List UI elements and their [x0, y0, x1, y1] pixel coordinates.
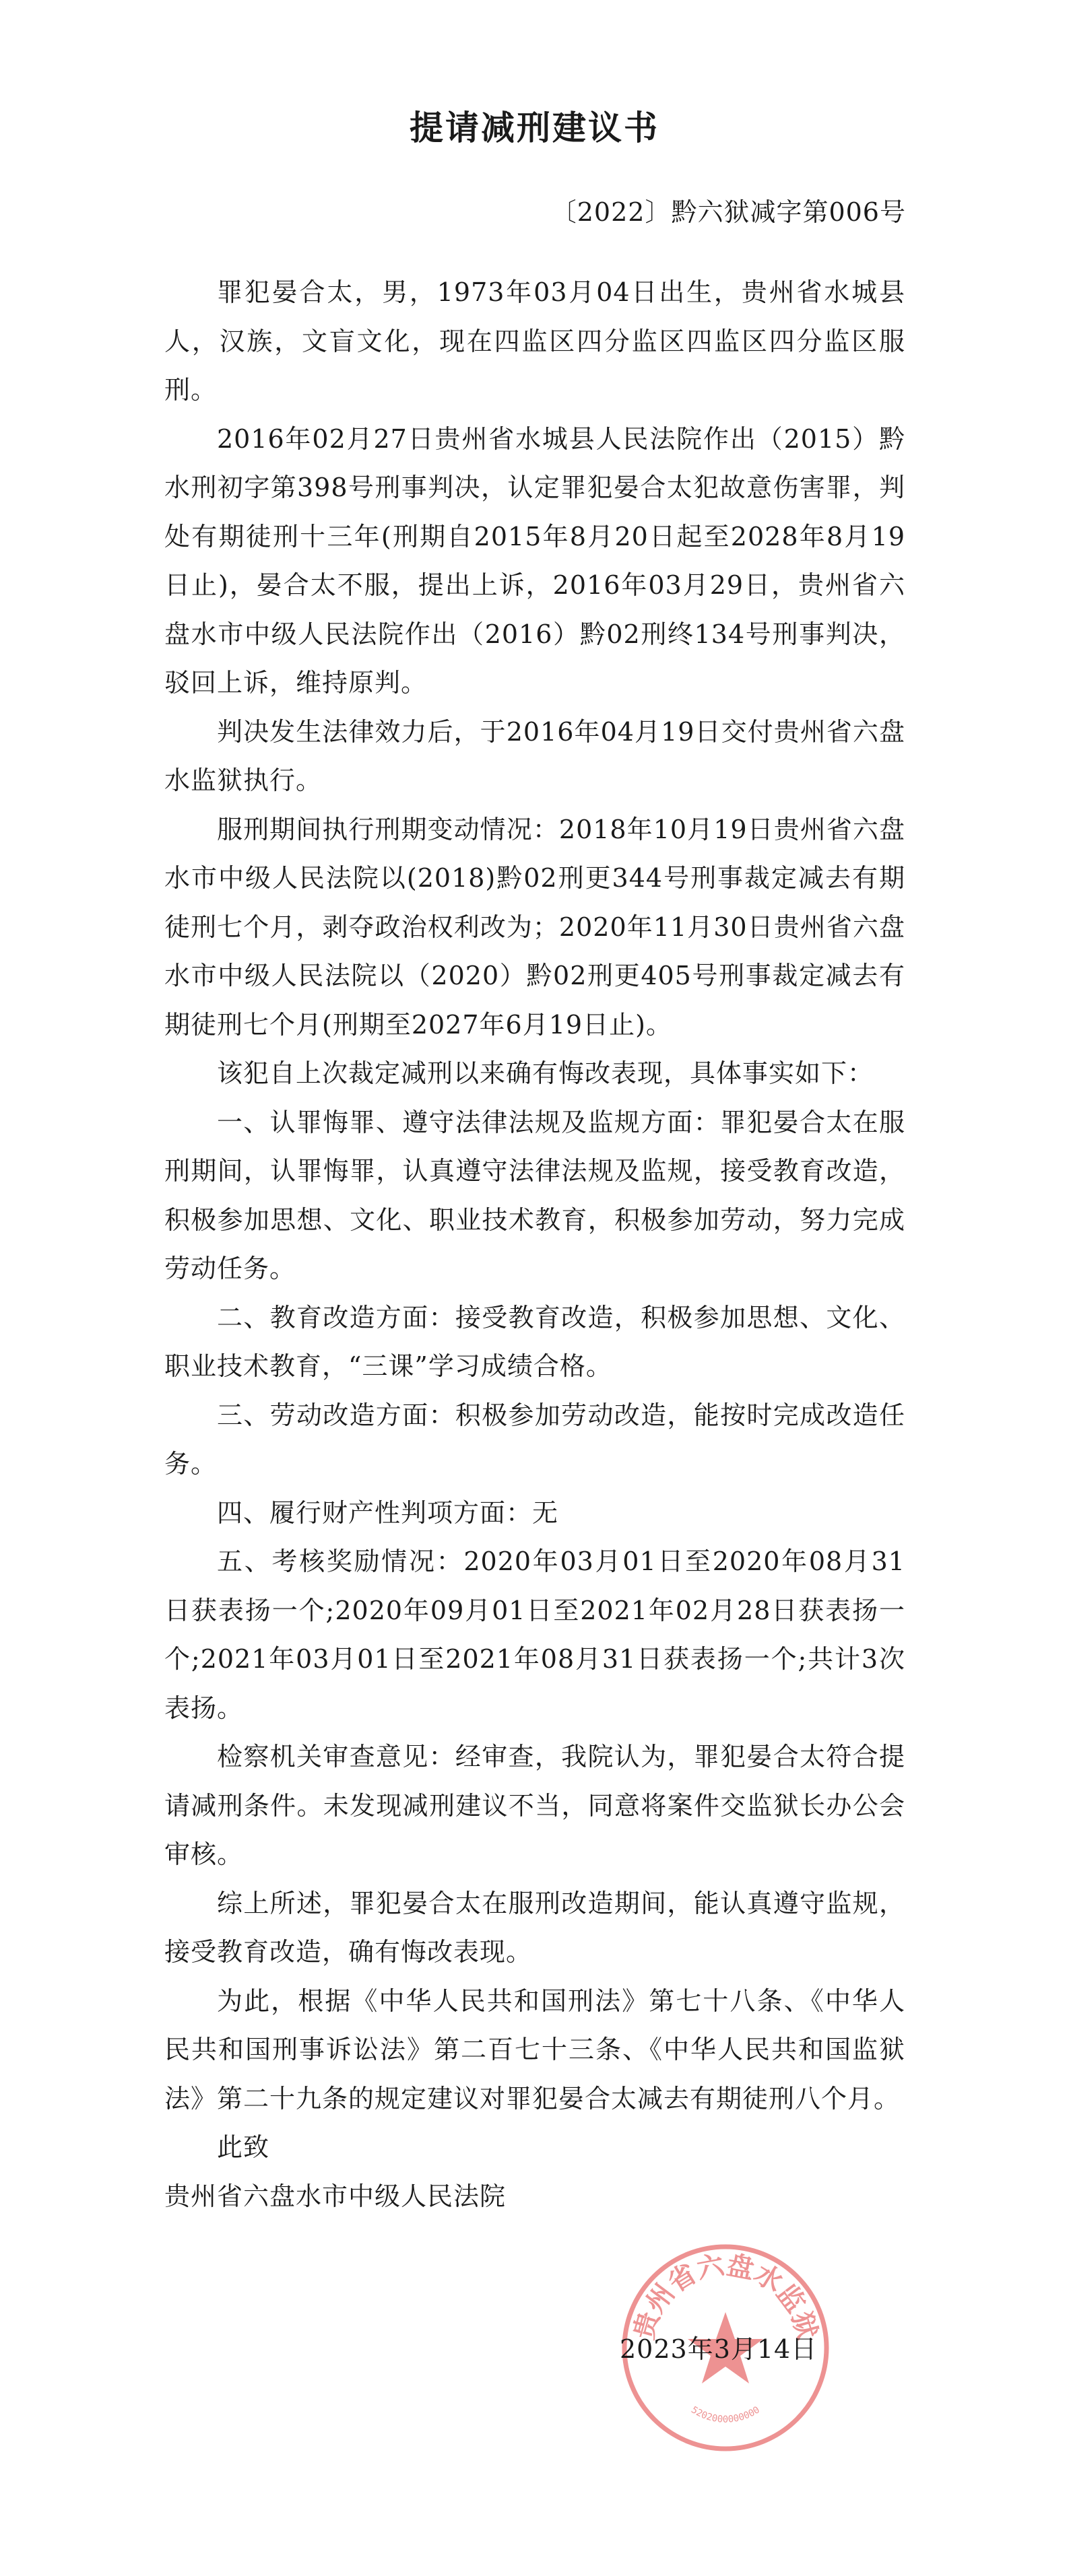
document-number: 〔2022〕黔六狱减字第006号 [550, 197, 906, 227]
seal-text: 贵州省六盘水监狱 [627, 2249, 824, 2343]
seal-number: 5202000000000 [689, 2404, 762, 2425]
body-paragraph: 二、教育改造方面：接受教育改造，积极参加思想、文化、职业技术教育，“三课”学习成绩合格。 [164, 1302, 905, 1381]
body-paragraph: 五、考核奖励情况：2020年03月01日至2020年08月31日获表扬一个;2020年09月01日至2021年02月28日获表扬一个;2021年03月01日至2021年08月31日获表扬一个;共计3次表扬。 [164, 1547, 905, 1723]
document-date: 2023年3月14日 [620, 2334, 818, 2364]
closing-salutation: 此致 [217, 2132, 270, 2162]
body-paragraph: 罪犯晏合太，男，1973年03月04日出生，贵州省水城县人，汉族，文盲文化，现在四监区四分监区四监区四分监区服刑。 [164, 277, 905, 405]
body-paragraph: 综上所述，罪犯晏合太在服刑改造期间，能认真遵守监规，接受教育改造，确有悔改表现。 [164, 1888, 905, 1967]
body-paragraph: 判决发生法律效力后，于2016年04月19日交付贵州省六盘水监狱执行。 [164, 716, 905, 795]
body-paragraph: 四、履行财产性判项方面：无 [217, 1497, 559, 1528]
body-paragraph: 为此，根据《中华人民共和国刑法》第七十八条、《中华人民共和国刑事诉讼法》第二百七十三条、《中华人民共和国监狱法》第二十九条的规定建议对罪犯晏合太减去有期徒刑八个月。 [164, 1986, 905, 2113]
body-paragraph: 服刑期间执行刑期变动情况：2018年10月19日贵州省六盘水市中级人民法院以(2018)黔02刑更344号刑事裁定减去有期徒刑七个月，剥夺政治权利改为；2020年11月30日贵州省六盘水市中级人民法院以（2020）黔02刑更405号刑事裁定减去有期徒刑七个月(刑期至2027年6月19日止)。 [164, 814, 905, 1040]
document-title: 提请减刑建议书 [410, 108, 659, 147]
body-paragraph: 2016年02月27日贵州省水城县人民法院作出（2015）黔水刑初字第398号刑事判决，认定罪犯晏合太犯故意伤害罪，判处有期徒刑十三年(刑期自2015年8月20日起至2028年8月19日止)，晏合太不服，提出上诉，2016年03月29日，贵州省六盘水市中级人民法院作出（2016）黔02刑终134号刑事判决，驳回上诉，维持原判。 [164, 423, 905, 698]
addressee: 贵州省六盘水市中级人民法院 [164, 2181, 507, 2211]
body-paragraph: 三、劳动改造方面：积极参加劳动改造，能按时完成改造任务。 [164, 1400, 905, 1479]
document-body [164, 268, 905, 2221]
body-paragraph: 检察机关审查意见：经审查，我院认为，罪犯晏合太符合提请减刑条件。未发现减刑建议不当，同意将案件交监狱长办公会审核。 [164, 1742, 905, 1869]
body-paragraph: 该犯自上次裁定减刑以来确有悔改表现，具体事实如下： [217, 1058, 874, 1088]
body-paragraph: 一、认罪悔罪、遵守法律法规及监规方面：罪犯晏合太在服刑期间，认罪悔罪，认真遵守法律法规及监规，接受教育改造，积极参加思想、文化、职业技术教育，积极参加劳动，努力完成劳动任务。 [164, 1107, 905, 1283]
